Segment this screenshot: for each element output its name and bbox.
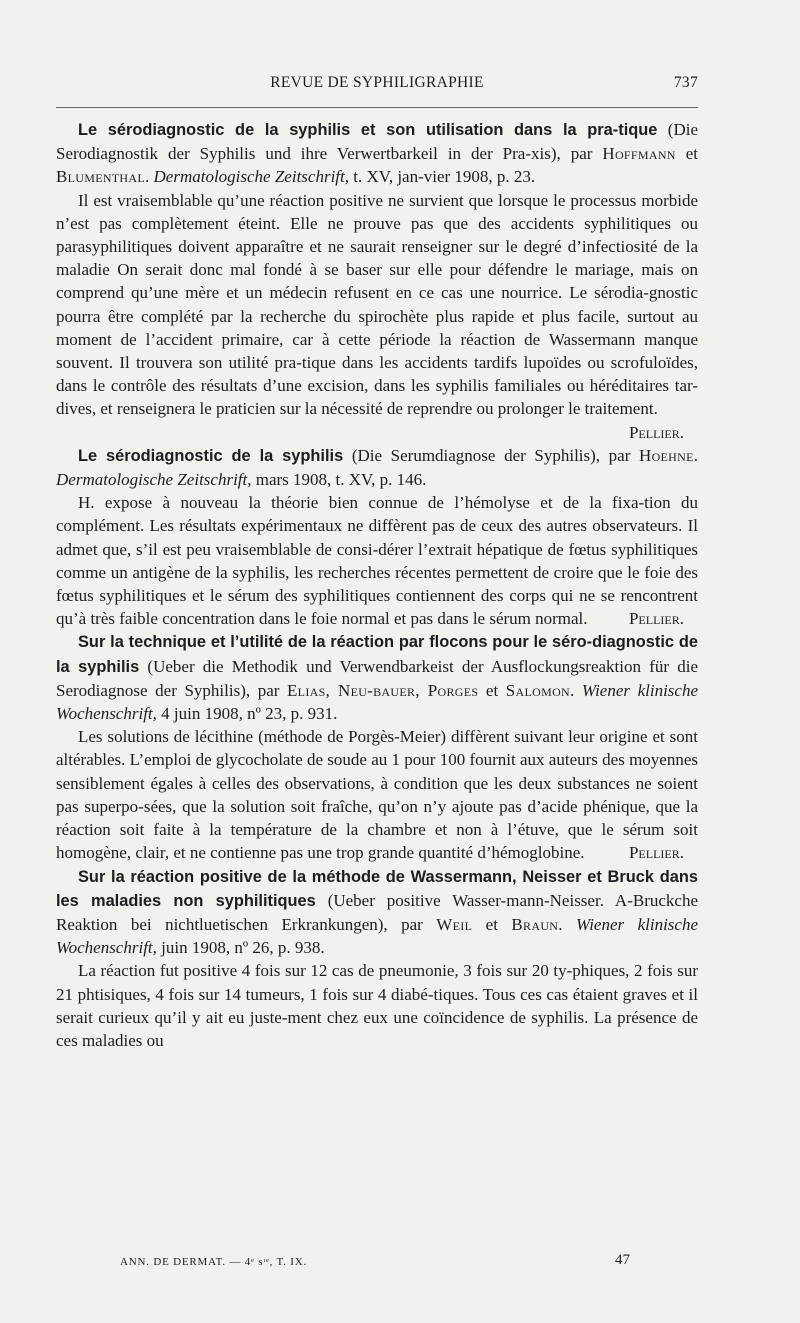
article-reference: (Ueber die Methodik und Verwendbarkeist der Ausflockungsreaktion für die Serodiagnose der Syphilis), par <box>56 656 698 700</box>
reviewer-signature: Pellier. <box>628 422 684 442</box>
reference-connector: et <box>675 144 698 164</box>
article-reference: (Die Serumdiagnose der Syphilis), par <box>343 445 639 465</box>
reviewer-signature: Pellier. <box>628 843 684 863</box>
article-heading <box>56 865 698 960</box>
article-author-2: Braun <box>511 914 559 934</box>
article-text <box>56 725 698 864</box>
article-body: Les solutions de lécithine (méthode de Porgès-Meier) diffèrent suivant leur origine et sont altérables. L’emploi de glycocholate de soude au 1 pour 100 fournit aux auteurs des moyennes sensiblement égales à celles des observations, à condition que les deux substances ne soient pas superpo-sées, que la solution soit fraîche, qu’on n’y ajoute pas d’acide phénique, que la réaction soit faite à la température de la chambre et non à l’étuve, que le sérum soit homogène, clair, et ne contienne pas une trop grande quantité d’hémoglobine. <box>56 727 698 863</box>
article-title: Le sérodiagnostic de la syphilis <box>78 446 344 465</box>
journal-name: Dermatologische Zeitschrift, <box>56 470 252 490</box>
page-footer <box>120 1252 630 1276</box>
page-number: 737 <box>673 74 698 91</box>
reference-separator: . <box>570 680 582 700</box>
article-author-2: Blumenthal <box>56 167 145 187</box>
running-head <box>56 70 698 100</box>
article-text <box>56 959 698 1052</box>
article-1 <box>56 118 698 444</box>
article-text <box>56 189 698 442</box>
footer-signature: ANN. DE DERMAT. — 4ᵉ sᶦᵉ, T. IX. <box>120 1256 308 1268</box>
article-body: La réaction fut positive 4 fois sur 12 cas de pneumonie, 3 fois sur 20 ty-phiques, 2 fois sur 21 phtisiques, 4 fois sur 14 tumeurs, 1 fois sur 4 diabé-tiques. Tous ces cas étaient graves et il serait curieux qu’il y ait eu juste-ment chez eux une coïncidence de syphilis. La présence de ces maladies ou <box>56 961 698 1050</box>
article-author-2: Salomon <box>505 680 570 700</box>
article-author: Elias, Neu-bauer, Porges <box>287 680 479 700</box>
signature-number: 47 <box>615 1252 630 1268</box>
article-author: Weil <box>436 914 473 934</box>
article-title: Sur la réaction positive de la méthode de Wassermann, Neisser et Bruck dans les maladies non syphilitiques <box>56 867 698 910</box>
reference-details: 4 juin 1908, nº 23, p. 931. <box>156 704 338 724</box>
article-heading <box>56 118 698 189</box>
reference-connector: et <box>472 914 512 934</box>
page-body <box>56 118 698 1052</box>
reference-details: juin 1908, nº 26, p. 938. <box>156 938 325 958</box>
article-reference: (Die Serodiagnostik der Syphilis und ihre Verwertbarkeil in der Pra-xis), par <box>56 120 698 164</box>
reference-connector: et <box>478 680 506 700</box>
article-2 <box>56 444 698 631</box>
reference-separator: . <box>693 445 698 465</box>
article-heading <box>56 630 698 725</box>
article-title: Le sérodiagnostic de la syphilis et son utilisation dans la pra-tique <box>78 121 658 139</box>
journal-title: REVUE DE SYPHILIGRAPHIE <box>270 74 484 91</box>
article-3 <box>56 630 698 864</box>
header-rule <box>56 107 698 108</box>
article-text <box>56 491 698 630</box>
article-body: H. expose à nouveau la théorie bien connue de l’hémolyse et de la fixa-tion du complément. Les résultats expérimentaux ne diffèrent pas de ceux des autres observateurs. Il admet que, s’il est peu vraisemblable de consi-dérer l’extrait hépatique de fœtus syphilitiques comme un antigène de la syphilis, les recherches récentes permettent de croire que le foie des fœtus syphilitiques et le sérum des syphilitiques contiennent des corps qui ne se rencontrent qu’à très faible concentration dans le foie normal et pas dans le sérum normal. <box>56 493 698 629</box>
article-heading <box>56 444 698 491</box>
article-body: Il est vraisemblable qu’une réaction positive ne survient que lorsque le processus morbide n’est pas complètement éteint. Elle ne prouve pas que des accidents syphilitiques ou parasyphilitiques doivent apparaître et ne saurait renseigner sur le degré d’infectiosité de la maladie On serait donc mal fondé à se baser sur elle pour défendre le mariage, mais on comprend qu’une mère et un médecin refusent en ce cas une nourrice. Le sérodia-gnostic pourra être complété par la recherche du spirochète plus rapide et plus facile, surtout au moment de l’accident primaire, car à cette période la réaction de Wassermann manque souvent. Il trouvera son utilité pra-tique dans les accidents tardifs lupoïdes ou scrofuloïdes, dans le contrôle des résultats d’une excision, dans les syphilis familiales ou héréditaires tar-dives, et renseignera le praticien sur la nécessité de reprendre ou prolonger le traitement. <box>56 190 698 419</box>
journal-name: Wiener klinische Wochenschrift, <box>56 680 699 724</box>
journal-name: Wiener klinische Wochenschrift, <box>56 914 699 958</box>
article-author: Hoffmann <box>602 144 676 164</box>
reference-details: t. XV, jan-vier 1908, p. 23. <box>348 167 536 187</box>
reference-details: mars 1908, t. XV, p. 146. <box>251 470 427 490</box>
reference-separator: . <box>145 167 154 187</box>
reviewer-signature: Pellier. <box>628 609 684 629</box>
article-title: Sur la technique et l’utilité de la réaction par flocons pour le séro-diagnostic de la syphilis <box>56 633 698 676</box>
article-4 <box>56 865 698 1053</box>
article-author: Hoehne <box>639 445 694 465</box>
reference-separator: . <box>558 914 576 934</box>
journal-name: Dermatologische Zeitschrift, <box>153 167 349 187</box>
article-reference: (Ueber positive Wasser-mann-Neisser. A-Bruckche Reaktion bei nichtluetischen Erkrankungen), par <box>56 890 698 934</box>
